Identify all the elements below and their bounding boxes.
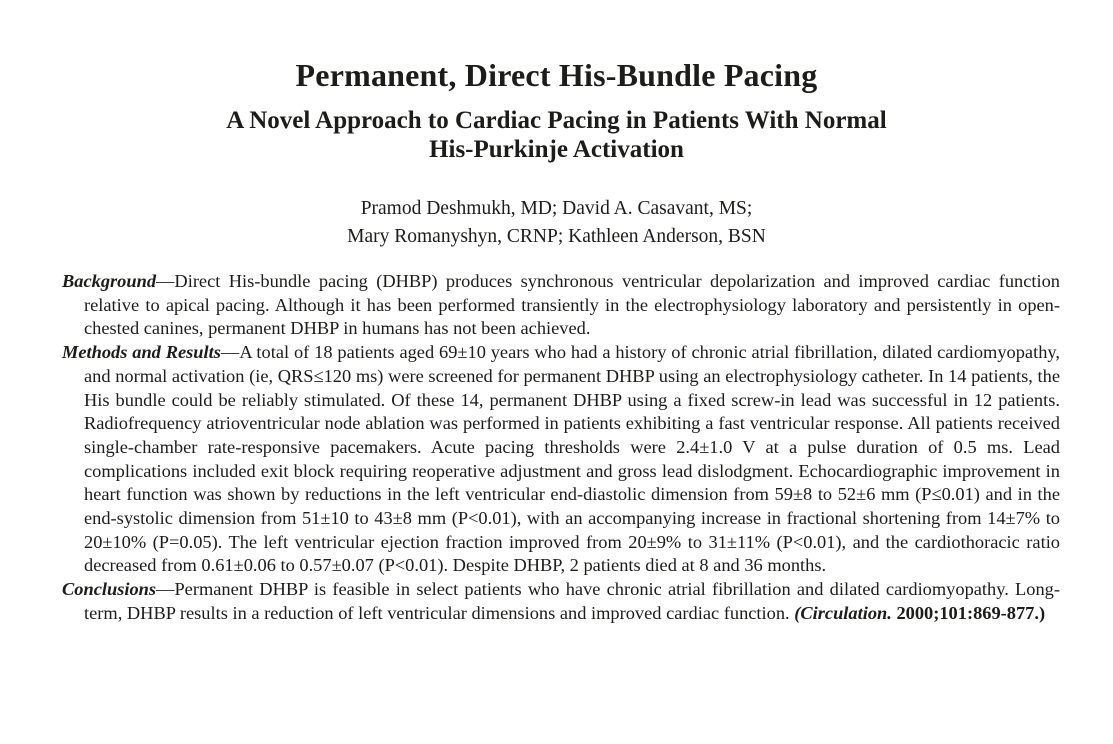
abstract-section-conclusions [62,578,1060,625]
author-line-1: Pramod Deshmukh, MD; David A. Casavant, MS; [360,198,753,219]
abstract [62,270,1060,626]
abstract-methods-results-label: Methods and Results [62,342,221,363]
abstract-background-text: —Direct His-bundle pacing (DHBP) produces synchronous ventricular depolarization and improved cardiac function relative to apical pacing. Although it has been performed transiently in the electrophysiology laboratory and persistently in open-chested canines, permanent DHBP in humans has not been achieved. [84,271,1060,339]
citation-volume-pages: 2000;101:869-877.) [896,602,1046,623]
abstract-section-methods-results [62,341,1060,578]
abstract-section-background [62,270,1060,341]
citation-journal-name: (Circulation. [794,602,892,623]
author-list [0,195,1113,250]
abstract-conclusions-label: Conclusions [62,579,157,600]
paper-page [0,57,1113,744]
abstract-methods-results-text: —A total of 18 patients aged 69±10 years who had a history of chronic atrial fibrillation, dilated cardiomyopathy, and normal activation (ie, QRS≤120 ms) were screened for permanent DHBP using an electrophysiology catheter. In 14 patients, the His bundle could be reliably stimulated. Of these 14, permanent DHBP using a fixed screw-in lead was successful in 12 patients. Radiofrequency atrioventricular node ablation was performed in patients exhibiting a fast ventricular response. All patients received single-chamber rate-responsive pacemakers. Acute pacing thresholds were 2.4±1.0 V at a pulse duration of 0.5 ms. Lead complications included exit block requiring reoperative adjustment and gross lead dislodgment. Echocardiographic improvement in heart function was shown by reductions in the left ventricular end-diastolic dimension from 59±8 to 52±6 mm (P≤0.01) and in the end-systolic dimension from 51±10 to 43±8 mm (P<0.01), with an accompanying increase in fractional shortening from 14±7% to 20±10% (P=0.05). The left ventricular ejection fraction improved from 20±9% to 31±11% (P<0.01), and the cardiothoracic ratio decreased from 0.61±0.06 to 0.57±0.07 (P<0.01). Despite DHBP, 2 patients died at 8 and 36 months. [84,342,1060,576]
abstract-conclusions-text: —Permanent DHBP is feasible in select patients who have chronic atrial fibrillation and dilated cardiomyopathy. Long-term, DHBP results in a reduction of left ventricular dimensions and improved cardiac function. [84,579,1060,623]
article-subtitle-line-1: A Novel Approach to Cardiac Pacing in Patients With Normal [226,107,887,134]
abstract-background-label: Background [62,271,157,291]
author-line-2: Mary Romanyshyn, CRNP; Kathleen Anderson, BSN [347,225,766,247]
article-subtitle-line-2: His-Purkinje Activation [429,136,684,163]
article-subtitle [0,106,1113,164]
article-title: Permanent, Direct His-Bundle Pacing [295,57,818,93]
